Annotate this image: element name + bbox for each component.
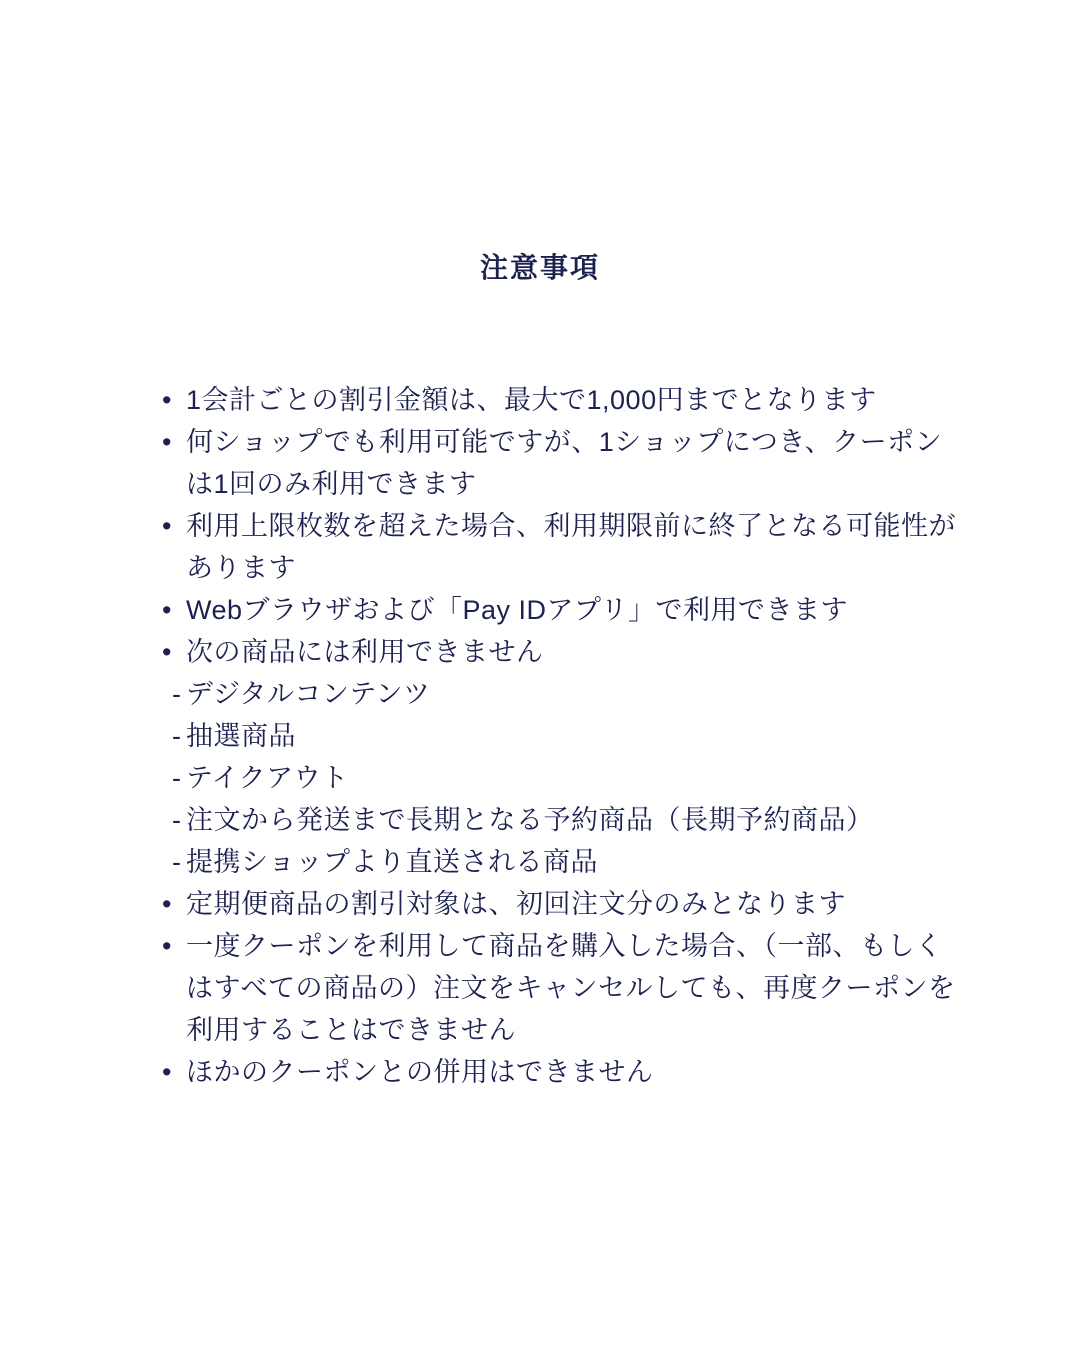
- list-subitem: [162, 673, 958, 715]
- list-item-text: テイクアウト: [186, 763, 349, 793]
- bullet-icon: •: [162, 595, 172, 625]
- list-item: [162, 379, 958, 421]
- bullet-icon: •: [162, 637, 172, 667]
- list-item-text: 抽選商品: [186, 721, 296, 751]
- dash-icon: -: [172, 847, 182, 877]
- list-item: [162, 631, 958, 673]
- page-title: 注意事項: [479, 252, 600, 283]
- list-subitem: [162, 841, 958, 883]
- list-item-text: 何ショップでも利用可能ですが、1ショップにつき、クーポンは1回のみ利用できます: [186, 427, 943, 499]
- bullet-icon: •: [162, 511, 172, 541]
- list-item: [162, 421, 958, 505]
- bullet-icon: •: [162, 427, 172, 457]
- list-item-text: Webブラウザおよび「Pay IDアプリ」で利用できます: [186, 595, 848, 625]
- list-subitem: [162, 715, 958, 757]
- list-subitem: [162, 757, 958, 799]
- bullet-icon: •: [162, 889, 172, 919]
- list-item-text: 次の商品には利用できません: [186, 637, 544, 667]
- dash-icon: -: [172, 763, 182, 793]
- list-subitem: [162, 799, 958, 841]
- notes-list: [162, 379, 958, 1093]
- list-item: [162, 925, 958, 1051]
- list-item: [162, 883, 958, 925]
- dash-icon: -: [172, 805, 182, 835]
- list-item-text: 利用上限枚数を超えた場合、利用期限前に終了となる可能性があります: [186, 511, 956, 583]
- bullet-icon: •: [162, 1057, 172, 1087]
- dash-icon: -: [172, 679, 182, 709]
- bullet-icon: •: [162, 385, 172, 415]
- list-item-text: 提携ショップより直送される商品: [186, 847, 598, 877]
- list-item-text: ほかのクーポンとの併用はできません: [186, 1057, 654, 1087]
- list-item: [162, 589, 958, 631]
- dash-icon: -: [172, 721, 182, 751]
- list-item-text: 1会計ごとの割引金額は、最大で1,000円までとなります: [186, 385, 877, 415]
- list-item-text: 注文から発送まで長期となる予約商品（長期予約商品）: [186, 805, 874, 835]
- list-item-text: 定期便商品の割引対象は、初回注文分のみとなります: [186, 889, 846, 919]
- bullet-icon: •: [162, 931, 172, 961]
- list-item: [162, 505, 958, 589]
- list-item: [162, 1051, 958, 1093]
- list-item-text: 一度クーポンを利用して商品を購入した場合、（一部、もしくはすべての商品の）注文をキャンセルしても、再度クーポンを利用することはできません: [186, 931, 956, 1045]
- list-item-text: デジタルコンテンツ: [186, 679, 431, 709]
